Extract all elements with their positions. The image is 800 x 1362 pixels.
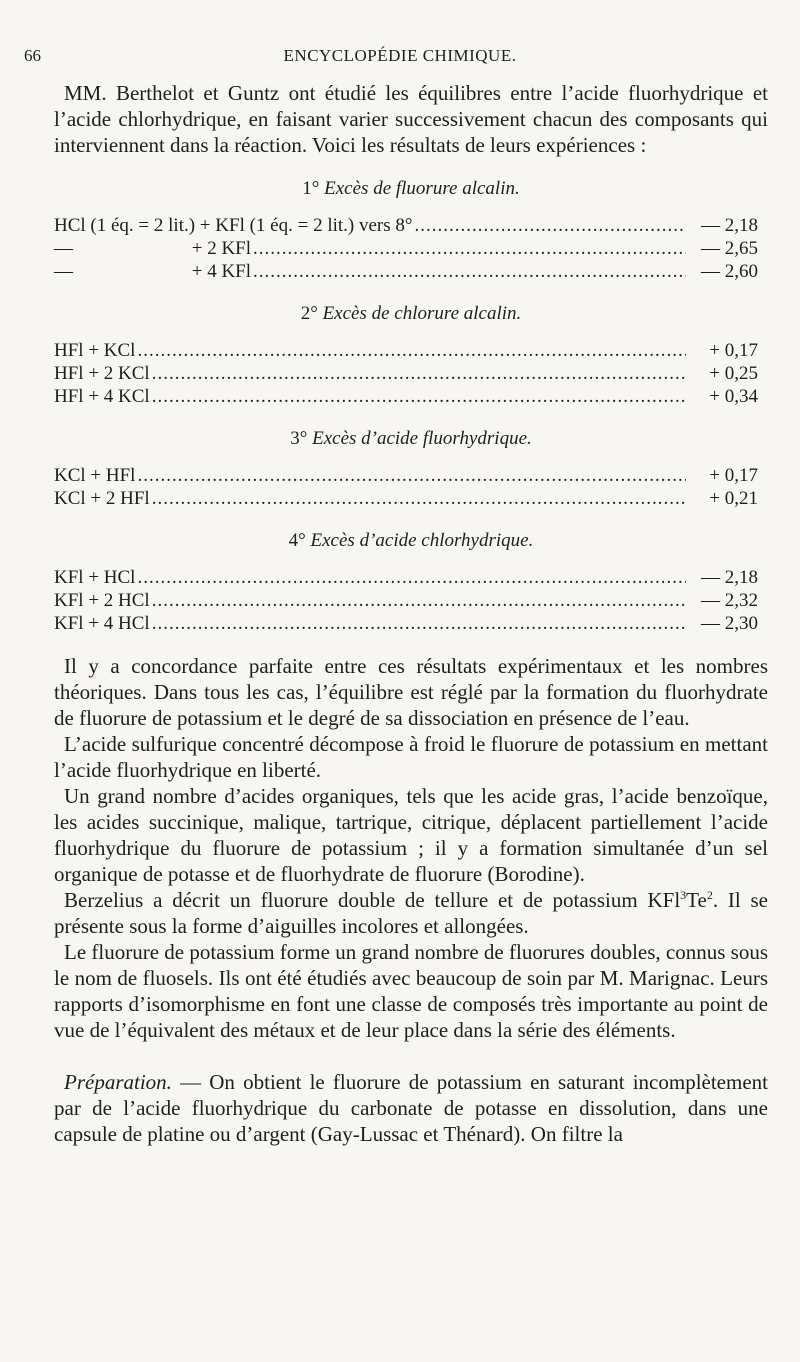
paragraph-fluosels: Le fluorure de potassium forme un grand nombre de fluorures doubles, connus sous le nom de fluosels. Ils ont été étudiés avec beaucoup de soin par M. Marignac. Leurs rapports d’isomorphisme en font une classe de composés très importante au point de vue de l’équivalent des métaux et de leur place dans la série des éléments. [54,940,768,1042]
row-label: KCl + 2 HFl [54,488,150,509]
leader-dots [253,260,686,283]
leader-dots [152,385,686,408]
section-1-number: 1° [302,178,320,199]
table-row [54,362,768,385]
preparation-label: Préparation. [64,1070,172,1094]
paragraph-sulfuric: L’acide sulfurique concentré décompose à froid le fluorure de potassium en mettant l’acide fluorhydrique en liberté. [54,732,768,782]
preparation-text: — On obtient le fluorure de potassium en saturant incomplètement par de l’acide fluorhydrique du carbonate de potasse en dissolution, dans une capsule de platine ou d’argent (Gay-Lussac et Thénard). On filtre la [54,1070,768,1146]
row-label: KFl + HCl [54,567,136,588]
leader-dots [137,339,686,362]
section-2-heading: Excès de chlorure alcalin. [322,303,522,324]
row-value: — 2,65 [701,238,758,259]
paragraph-preparation [54,1069,768,1147]
table-row [54,589,768,612]
section-4-heading: Excès d’acide chlorhydrique. [310,530,534,551]
leader-dots [137,464,686,487]
row-value: — 2,18 [701,567,758,588]
section-2-number: 2° [300,303,318,324]
section-2-title [54,301,768,327]
table-row [54,339,768,362]
row-label: KFl + 4 HCl [54,613,150,634]
row-label: HFl + KCl [54,340,136,361]
leader-dots [137,566,686,589]
table-row [54,612,768,635]
section-4-title [54,528,768,554]
row-label: — + 4 KFl [54,261,252,282]
row-value: — 2,32 [701,590,758,611]
row-label: KFl + 2 HCl [54,590,150,611]
table-row [54,566,768,589]
berzelius-text-after: . Il se présente sous la forme d’aiguilles incolores et allongées. [54,888,768,938]
row-label: HFl + 4 KCl [54,386,150,407]
table-row [54,385,768,408]
page-header [0,46,800,72]
row-value: — 2,30 [701,613,758,634]
row-value: + 0,17 [709,340,758,361]
formula-superscript: 2 [706,888,713,902]
leader-dots [152,362,686,385]
row-label: — + 2 KFl [54,238,252,259]
leader-dots [253,237,686,260]
leader-dots [152,589,686,612]
table-row [54,487,768,510]
leader-dots [152,612,686,635]
section-3-heading: Excès d’acide fluorhydrique. [312,428,532,449]
section-1 [54,176,768,283]
section-1-title [54,176,768,202]
section-3-number: 3° [290,428,308,449]
page-body [54,80,768,1147]
running-head: ENCYCLOPÉDIE CHIMIQUE. [283,46,517,65]
row-label: HCl (1 éq. = 2 lit.) + KFl (1 éq. = 2 lit.) vers 8° [54,215,413,236]
paragraph-concordance: Il y a concordance parfaite entre ces résultats expérimentaux et les nombres théoriques. Dans tous les cas, l’équilibre est réglé par la formation du fluorhydrate de fluorure de potassium et le degré de sa dissociation en présence de l’eau. [54,654,768,730]
section-4-number: 4° [288,530,306,551]
paragraph-organic-acids: Un grand nombre d’acides organiques, tels que les acide gras, l’acide benzoïque, les acides succinique, malique, tartrique, citrique, déplacent partiellement l’acide fluorhydrique du fluorure de potassium ; il y a formation simultanée d’un sel organique de potasse et de fluorhydrate de fluorure (Borodine). [54,784,768,886]
berzelius-text-before: Berzelius a décrit un fluorure double de tellure et de potassium KFl [64,888,681,912]
row-value: + 0,17 [709,465,758,486]
row-value: — 2,60 [701,261,758,282]
row-label: HFl + 2 KCl [54,363,150,384]
section-1-heading: Excès de fluorure alcalin. [324,178,520,199]
row-value: + 0,25 [709,363,758,384]
row-value: + 0,21 [709,488,758,509]
section-2 [54,301,768,408]
section-3 [54,426,768,510]
table-row [54,464,768,487]
leader-dots [415,214,687,237]
berzelius-formula-te: Te [686,888,707,912]
row-label: KCl + HFl [54,465,136,486]
table-row [54,214,768,237]
page-number: 66 [24,46,41,65]
row-value: + 0,34 [709,386,758,407]
intro-paragraph: MM. Berthelot et Guntz ont étudié les équilibres entre l’acide fluorhydrique et l’acide chlorhydrique, en faisant varier successivement chacun des composants qui interviennent dans la réaction. Voici les résultats de leurs expériences : [54,81,768,157]
section-3-title [54,426,768,452]
section-4 [54,528,768,635]
table-row [54,260,768,283]
leader-dots [152,487,686,510]
table-row [54,237,768,260]
paragraph-berzelius [54,887,768,939]
formula-superscript: 3 [680,888,687,902]
row-value: — 2,18 [701,215,758,236]
